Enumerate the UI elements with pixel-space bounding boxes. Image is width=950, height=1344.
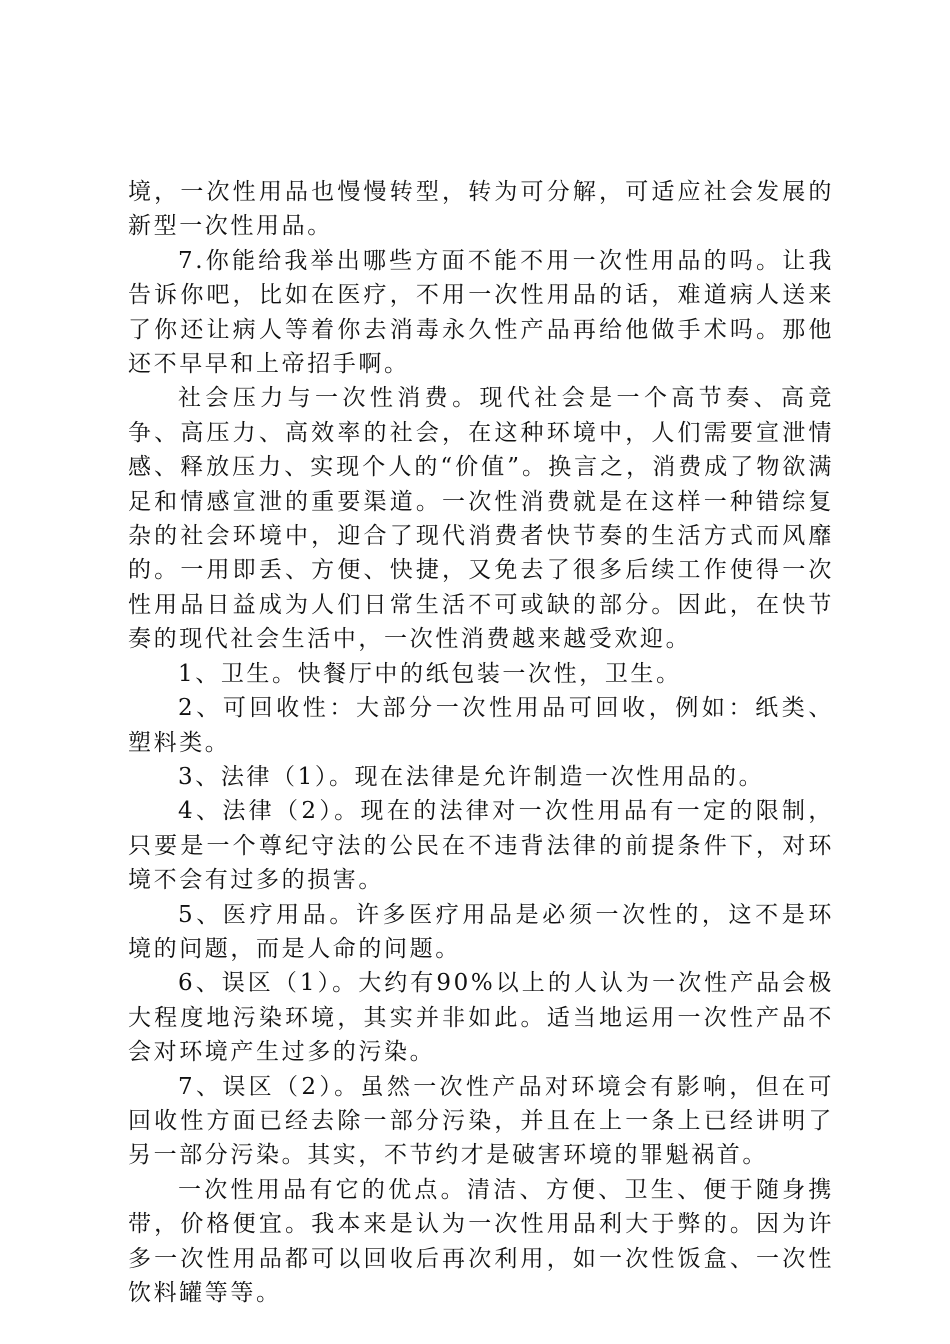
paragraph-4: 1、卫生。快餐厅中的纸包装一次性，卫生。 <box>178 660 682 687</box>
paragraph-10: 7、误区（2）。虽然一次性产品对环境会有影响，但在可回收性方面已经去除一部分污染，并且在上一条上已经讲明了另一部分污染。其实，不节约才是破害环境的罪魁祸首。 <box>128 1073 834 1169</box>
paragraph-1: 境，一次性用品也慢慢转型，转为可分解，可适应社会发展的新型一次性用品。 <box>128 179 834 240</box>
paragraph-9: 6、误区（1）。大约有90%以上的人认为一次性产品会极大程度地污染环境，其实并非如此。适当地运用一次性产品不会对环境产生过多的污染。 <box>128 970 834 1066</box>
paragraph-8: 5、医疗用品。许多医疗用品是必须一次性的，这不是环境的问题，而是人命的问题。 <box>128 901 834 962</box>
paragraph-11: 一次性用品有它的优点。清洁、方便、卫生、便于随身携带，价格便宜。我本来是认为一次性用品利大于弊的。因为许多一次性用品都可以回收后再次利用，如一次性饭盒、一次性饮料罐等等。 <box>128 1176 834 1306</box>
paragraph-3: 社会压力与一次性消费。现代社会是一个高节奏、高竞争、高压力、高效率的社会，在这种环境中，人们需要宣泄情感、释放压力、实现个人的“价值”。换言之，消费成了物欲满足和情感宣泄的重要渠道。一次性消费就是在这样一种错综复杂的社会环境中，迎合了现代消费者快节奏的生活方式而风靡的。一用即丢、方便、快捷，又免去了很多后续工作使得一次性用品日益成为人们日常生活不可或缺的部分。因此，在快节奏的现代社会生活中，一次性消费越来越受欢迎。 <box>128 385 834 653</box>
document-body <box>128 175 834 1310</box>
paragraph-6: 3、法律（1）。现在法律是允许制造一次性用品的。 <box>178 763 765 790</box>
paragraph-2: 7.你能给我举出哪些方面不能不用一次性用品的吗。让我告诉你吧，比如在医疗，不用一次性用品的话，难道病人送来了你还让病人等着你去消毒永久性产品再给他做手术吗。那他还不早早和上帝招手啊。 <box>128 247 834 378</box>
paragraph-5: 2、可回收性：大部分一次性用品可回收，例如：纸类、塑料类。 <box>128 695 834 756</box>
paragraph-7: 4、法律（2）。现在的法律对一次性用品有一定的限制，只要是一个尊纪守法的公民在不违背法律的前提条件下，对环境不会有过多的损害。 <box>128 798 834 894</box>
